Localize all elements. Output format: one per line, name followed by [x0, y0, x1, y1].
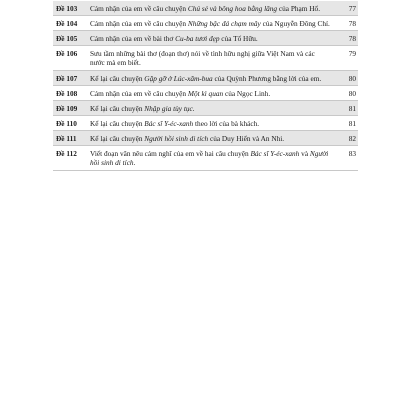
toc-code: Đề 103 — [56, 3, 78, 13]
toc-row — [53, 71, 358, 86]
table-of-contents — [53, 1, 358, 171]
toc-title: Kể lại câu chuyện Người hồi sinh di tích của Duy Hiển và An Nhi. — [90, 133, 285, 143]
toc-row — [53, 31, 358, 46]
toc-code: Đề 104 — [56, 18, 78, 28]
toc-row — [53, 116, 358, 131]
toc-row — [53, 146, 358, 171]
toc-page-number: 82 — [348, 133, 356, 143]
toc-page-number: 80 — [348, 88, 356, 98]
toc-page-number: 77 — [348, 3, 356, 13]
toc-page-number: 80 — [348, 73, 356, 83]
toc-title: Kể lại câu chuyện Nhập gia tùy tục. — [90, 103, 195, 113]
toc-page-number: 81 — [348, 118, 356, 128]
toc-row — [53, 131, 358, 146]
toc-code: Đề 105 — [56, 33, 78, 43]
toc-code: Đề 111 — [56, 133, 77, 143]
toc-page-number: 78 — [348, 33, 356, 43]
toc-title: Cảm nhận của em về bài thơ Cu-ba tươi đẹp của Tố Hữu. — [90, 33, 258, 43]
toc-code: Đề 108 — [56, 88, 78, 98]
toc-title: Cảm nhận của em về câu chuyện Chú sẻ và bông hoa bằng lăng của Phạm Hổ. — [90, 3, 321, 13]
toc-code: Đề 110 — [56, 118, 77, 128]
toc-row — [53, 16, 358, 31]
toc-title: Cảm nhận của em về câu chuyện Những bậc đá chạm mây của Nguyễn Đông Chí. — [90, 18, 330, 28]
toc-row — [53, 1, 358, 16]
toc-page-number: 83 — [348, 149, 356, 158]
toc-row — [53, 86, 358, 101]
toc-code: Đề 106 — [56, 49, 78, 58]
toc-row — [53, 101, 358, 116]
toc-code: Đề 112 — [56, 149, 77, 158]
toc-title: Kể lại câu chuyện Gặp gỡ ở Lúc-xăm-bua của Quỳnh Phương bằng lời của em. — [90, 73, 322, 83]
toc-title: Sưu tầm những bài thơ (đoạn thơ) nói về tình hữu nghị giữa Việt Nam và các nước mà em biết. — [90, 49, 315, 67]
toc-page-number: 81 — [348, 103, 356, 113]
toc-title: Viết đoạn văn nêu cảm nghĩ của em về hai câu chuyện Bác sĩ Y-éc-xanh và Người hồi sinh di tích. — [90, 149, 329, 167]
toc-code: Đề 109 — [56, 103, 78, 113]
toc-title: Kể lại câu chuyện Bác sĩ Y-éc-xanh theo lời của bà khách. — [90, 118, 260, 128]
toc-code: Đề 107 — [56, 73, 78, 83]
toc-row — [53, 46, 358, 71]
toc-page-number: 79 — [348, 49, 356, 58]
toc-title: Cảm nhận của em về câu chuyện Một kì quan của Ngọc Linh. — [90, 88, 271, 98]
toc-page-number: 78 — [348, 18, 356, 28]
